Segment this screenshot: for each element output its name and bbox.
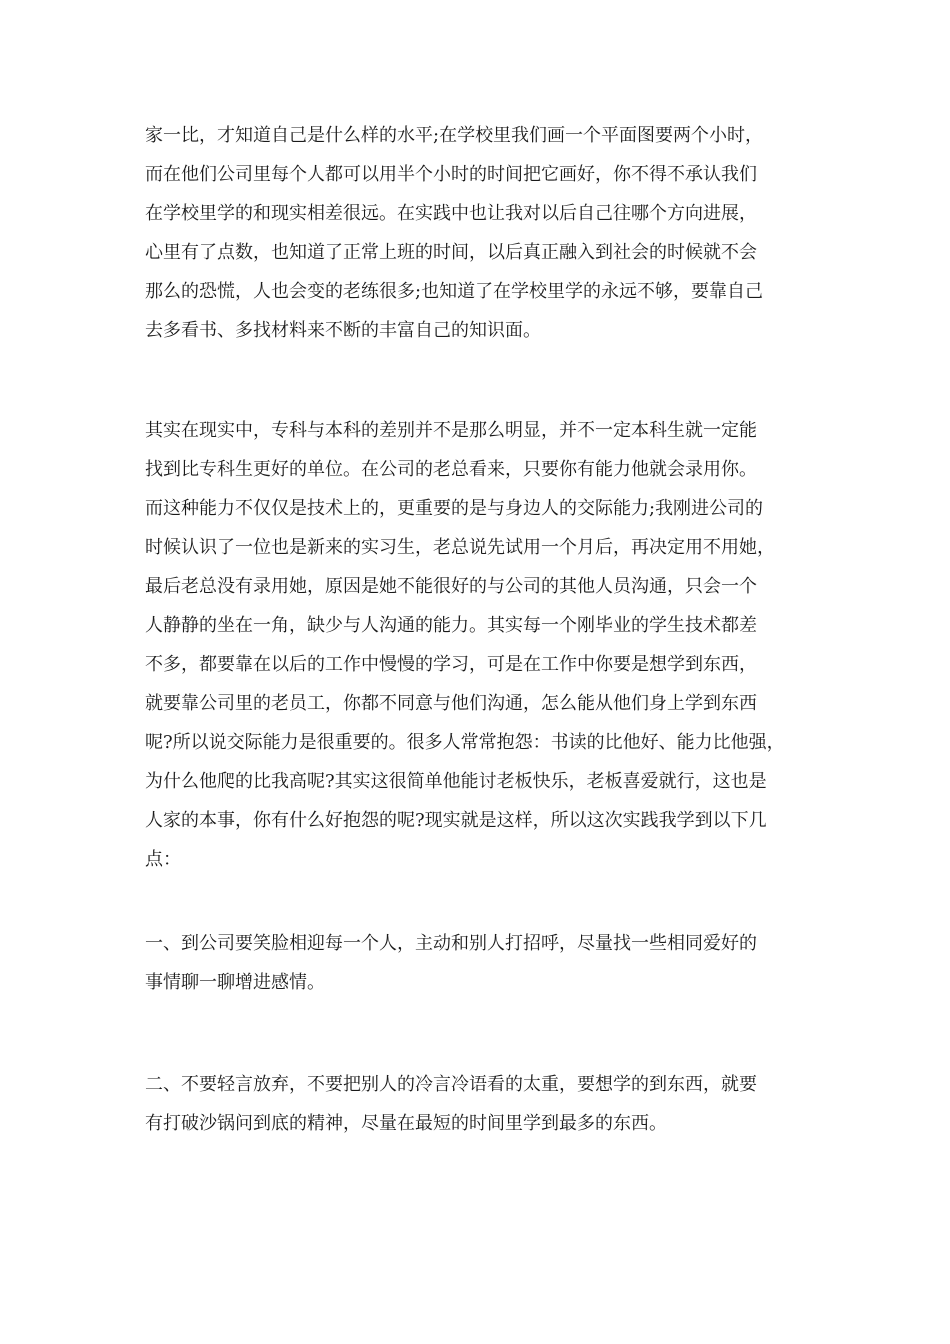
text-line: 人家的本事，你有什么好抱怨的呢?现实就是这样，所以这次实践我学到以下几: [145, 810, 767, 831]
text-line: 不多，都要靠在以后的工作中慢慢的学习，可是在工作中你要是想学到东西，: [145, 654, 757, 675]
text-line: 而在他们公司里每个人都可以用半个小时的时间把它画好，你不得不承认我们: [145, 164, 757, 185]
text-line: 有打破沙锅问到底的精神，尽量在最短的时间里学到最多的东西。: [145, 1113, 667, 1134]
text-line: 一、到公司要笑脸相迎每一个人，主动和别人打招呼，尽量找一些相同爱好的: [145, 933, 757, 954]
text-line: 就要靠公司里的老员工，你都不同意与他们沟通，怎么能从他们身上学到东西: [145, 693, 757, 714]
text-line: 点：: [145, 849, 181, 870]
text-line: 人静静的坐在一角，缺少与人沟通的能力。其实每一个刚毕业的学生技术都差: [145, 615, 757, 636]
text-line: 为什么他爬的比我高呢?其实这很简单他能讨老板快乐，老板喜爱就行，这也是: [145, 771, 767, 792]
text-line: 而这种能力不仅仅是技术上的，更重要的是与身边人的交际能力;我刚进公司的: [145, 498, 764, 519]
text-line: 事情聊一聊增进感情。: [145, 972, 325, 993]
text-line: 最后老总没有录用她，原因是她不能很好的与公司的其他人员沟通，只会一个: [145, 576, 757, 597]
text-line: 时候认识了一位也是新来的实习生，老总说先试用一个月后，再决定用不用她，: [145, 537, 775, 558]
text-line: 家一比，才知道自己是什么样的水平;在学校里我们画一个平面图要两个小时，: [145, 125, 764, 146]
text-line: 那么的恐慌，人也会变的老练很多;也知道了在学校里学的永远不够，要靠自己: [145, 281, 764, 302]
text-line: 在学校里学的和现实相差很远。在实践中也让我对以后自己往哪个方向进展，: [145, 203, 757, 224]
text-line: 心里有了点数，也知道了正常上班的时间，以后真正融入到社会的时候就不会: [145, 242, 757, 263]
text-line: 呢?所以说交际能力是很重要的。很多人常常抱怨：书读的比他好、能力比他强，: [145, 732, 785, 753]
text-line: 找到比专科生更好的单位。在公司的老总看来，只要你有能力他就会录用你。: [145, 459, 757, 480]
text-line: 其实在现实中，专科与本科的差别并不是那么明显，并不一定本科生就一定能: [145, 420, 757, 441]
text-line: 去多看书、多找材料来不断的丰富自己的知识面。: [145, 320, 541, 341]
text-line: 二、不要轻言放弃，不要把别人的冷言冷语看的太重，要想学的到东西，就要: [145, 1074, 757, 1095]
